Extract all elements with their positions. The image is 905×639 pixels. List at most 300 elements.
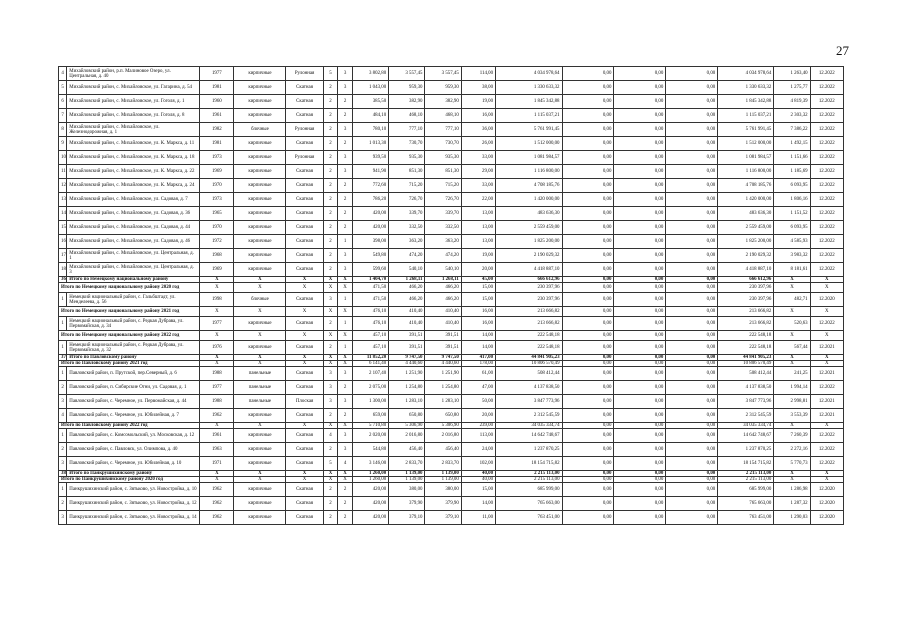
table-cell: кирпичные xyxy=(234,235,286,249)
table-row xyxy=(59,497,844,511)
table-cell: X xyxy=(234,423,286,429)
table-cell: 1977 xyxy=(200,67,234,81)
address-cell: Михайловский район, с. Михайловское, ул. Садовая, д. 44 xyxy=(67,221,200,235)
table-cell: 0,00 xyxy=(666,283,718,293)
table-cell: 12.2022 xyxy=(810,137,843,151)
table-cell: 15,00 xyxy=(461,283,495,293)
table-cell: 4 440,60 xyxy=(389,361,425,367)
table-cell: 685 999,00 xyxy=(496,483,562,497)
table-cell: кирпичные xyxy=(234,207,286,221)
table-cell: 0,00 xyxy=(666,249,718,263)
table-cell: 3 xyxy=(338,249,353,263)
table-cell: кирпичные xyxy=(234,429,286,443)
table-cell: 0,00 xyxy=(562,395,614,409)
table-cell: 0,00 xyxy=(614,471,666,477)
table-cell: Скатная xyxy=(286,221,323,235)
table-cell: 33,00 xyxy=(461,151,495,165)
table-cell: кирпичные xyxy=(234,497,286,511)
table-cell: 0,00 xyxy=(614,429,666,443)
table-cell: X xyxy=(286,331,323,341)
table-cell: 1 420 000,00 xyxy=(496,193,562,207)
table-cell: 0,00 xyxy=(562,109,614,123)
table-cell: 1 116 800,00 xyxy=(496,165,562,179)
table-cell: Скатная xyxy=(286,137,323,151)
table-cell: X xyxy=(338,277,353,283)
table-cell: 2 xyxy=(59,381,67,395)
address-cell: Михайловский район, с. Михайловское, ул. Железнодорожная, д. 1 xyxy=(67,123,200,137)
table-cell: 1970 xyxy=(200,221,234,235)
table-cell: 12.2022 xyxy=(810,381,843,395)
table-cell: 0,00 xyxy=(562,123,614,137)
table-cell: 0,00 xyxy=(666,137,718,151)
table-cell: 18 154 715,82 xyxy=(496,457,562,471)
table-cell: 0,00 xyxy=(666,207,718,221)
table-cell: 15,00 xyxy=(461,483,495,497)
table-cell: 3 xyxy=(338,263,353,277)
table-cell: 0,00 xyxy=(562,207,614,221)
address-cell: Итого по Панкрушихинскому району 2020 год xyxy=(59,477,200,483)
table-cell: 2 xyxy=(59,497,67,511)
address-cell: Итого по Павловскому району 2022 год xyxy=(59,423,200,429)
table-cell: X xyxy=(774,477,810,483)
table-cell: 1 845 342,88 xyxy=(718,95,774,109)
table-cell: Скатная xyxy=(286,235,323,249)
table-cell: 715,20 xyxy=(425,179,461,193)
table-cell: 457,10 xyxy=(352,341,388,355)
table-cell: X xyxy=(810,355,843,361)
table-cell: 1 251,90 xyxy=(389,367,425,381)
table-cell: 6 093,95 xyxy=(774,221,810,235)
table-cell: 3 xyxy=(338,151,353,165)
table-cell: 0,00 xyxy=(562,471,614,477)
table-cell: 1 115 037,21 xyxy=(718,109,774,123)
table-cell: 1 xyxy=(338,317,353,331)
table-cell: 2 833,70 xyxy=(389,457,425,471)
table-cell: 1962 xyxy=(200,511,234,525)
table-cell: 659,00 xyxy=(352,409,388,423)
table-cell: 1 512 000,00 xyxy=(496,137,562,151)
table-cell: 1 xyxy=(338,341,353,355)
table-cell: 5 761 991,45 xyxy=(718,123,774,137)
table-cell: 1976 xyxy=(200,341,234,355)
table-cell: X xyxy=(286,283,323,293)
table-cell: 2 020,00 xyxy=(352,429,388,443)
table-cell: 1 286,98 xyxy=(774,483,810,497)
table-cell: 382,90 xyxy=(425,95,461,109)
table-cell: 0,00 xyxy=(562,221,614,235)
table-cell: 1 300,00 xyxy=(352,395,388,409)
table-cell: 2 215 113,00 xyxy=(496,477,562,483)
address-cell: Павловский район, с. Черемное, ул. Юбилейная, д. 7 xyxy=(67,409,200,423)
address-cell: Михайловский район, с. Михайловское, ул. К. Маркса, д. 11 xyxy=(67,137,200,151)
address-cell: Павловский район, п. Прутской, пер.Северный, д. 6 xyxy=(67,367,200,381)
table-cell: X xyxy=(774,361,810,367)
table-cell: 1969 xyxy=(200,263,234,277)
table-cell: 3 xyxy=(338,367,353,381)
table-cell: 2 xyxy=(323,207,338,221)
table-cell: 14 642 748,67 xyxy=(718,429,774,443)
table-cell: 0,00 xyxy=(666,277,718,283)
table-cell: 2 215 113,00 xyxy=(718,477,774,483)
table-cell: 0,00 xyxy=(666,307,718,317)
table-cell: 2 303,32 xyxy=(774,109,810,123)
table-cell: Скатная xyxy=(286,381,323,395)
table-cell: 2 312 545,59 xyxy=(718,409,774,423)
table-cell: 0,00 xyxy=(614,511,666,525)
table-cell: 379,10 xyxy=(425,511,461,525)
address-cell: Немецкий национальный район, с. Редкая Дубрава, ул. Первомайская, д. 34 xyxy=(67,317,200,331)
table-cell: 772,60 xyxy=(352,179,388,193)
table-cell: 0,00 xyxy=(614,341,666,355)
table-cell: 20,00 xyxy=(461,263,495,277)
table-row xyxy=(59,293,844,307)
table-row xyxy=(59,367,844,381)
table-cell: 0,00 xyxy=(666,477,718,483)
table-cell: 11 xyxy=(59,165,67,179)
table-cell: 29,00 xyxy=(461,165,495,179)
table-cell: 4 440,60 xyxy=(425,361,461,367)
table-cell: 38,00 xyxy=(461,81,495,95)
table-cell: кирпичные xyxy=(234,179,286,193)
table-cell: 2 xyxy=(323,263,338,277)
table-cell: 410,40 xyxy=(425,317,461,331)
table-cell: 26,00 xyxy=(461,137,495,151)
table-cell: 0,00 xyxy=(666,361,718,367)
address-cell: Павловский район, п. Сибирские Огни, ул. Садовая, д. 1 xyxy=(67,381,200,395)
table-cell: 17 xyxy=(59,249,67,263)
table-cell: 241,25 xyxy=(774,367,810,381)
table-cell: 0,00 xyxy=(614,283,666,293)
table-cell: 2 xyxy=(338,193,353,207)
table-cell: 2 559 459,00 xyxy=(718,221,774,235)
table-cell: 1 420 000,00 xyxy=(718,193,774,207)
table-row xyxy=(59,95,844,109)
table-cell: 0,00 xyxy=(666,221,718,235)
table-cell: 939,50 xyxy=(352,151,388,165)
table-cell: 44 841 905,23 xyxy=(496,355,562,361)
table-cell: 468,10 xyxy=(389,109,425,123)
table-cell: 941,90 xyxy=(352,165,388,179)
table-cell: 474,20 xyxy=(425,249,461,263)
table-cell: 239,00 xyxy=(461,423,495,429)
table-cell: 40,00 xyxy=(461,477,495,483)
table-cell: 332,50 xyxy=(425,221,461,235)
table-cell: 726,70 xyxy=(425,193,461,207)
table-cell: 1982 xyxy=(200,123,234,137)
table-cell: 0,00 xyxy=(562,95,614,109)
table-row xyxy=(59,137,844,151)
table-cell: 3 xyxy=(338,123,353,137)
table-cell: 417,00 xyxy=(461,355,495,361)
table-cell: 12.2020 xyxy=(810,497,843,511)
address-cell: Итого по Немецкому национальному району 2021 год xyxy=(59,307,200,317)
table-cell: 1963 xyxy=(200,443,234,457)
table-cell: 0,00 xyxy=(562,235,614,249)
table-cell: 777,10 xyxy=(389,123,425,137)
table-cell: 508 412,44 xyxy=(496,367,562,381)
table-row xyxy=(59,317,844,331)
address-cell: Михайловский район, с. Михайловское, ул. Центральная, д. 3 xyxy=(67,263,200,277)
table-cell: 0,00 xyxy=(614,331,666,341)
table-cell: X xyxy=(338,307,353,317)
table-cell: 2 016,80 xyxy=(389,429,425,443)
table-row xyxy=(59,341,844,355)
table-cell: 2 xyxy=(323,317,338,331)
table-cell: 466,20 xyxy=(425,293,461,307)
table-cell: кирпичные xyxy=(234,151,286,165)
table-cell: 1969 xyxy=(200,165,234,179)
table-cell: 4 585,93 xyxy=(774,235,810,249)
table-cell: X xyxy=(810,477,843,483)
table-cell: 0,00 xyxy=(666,109,718,123)
table-cell: панельные xyxy=(234,381,286,395)
table-cell: 8 181,61 xyxy=(774,263,810,277)
table-cell: 2 xyxy=(323,137,338,151)
table-cell: X xyxy=(200,423,234,429)
table-cell: 3 xyxy=(59,511,67,525)
table-cell: 19,00 xyxy=(461,95,495,109)
table-cell: X xyxy=(810,307,843,317)
table-cell: 2 xyxy=(323,165,338,179)
table-cell: 3 557,45 xyxy=(425,67,461,81)
table-cell: 1 139,00 xyxy=(425,477,461,483)
table-cell: Скатная xyxy=(286,179,323,193)
table-cell: 12.2022 xyxy=(810,109,843,123)
table-cell: 3 xyxy=(59,395,67,409)
address-cell: Итого по Панкрушихинскому району xyxy=(67,471,200,477)
table-cell: 1 151,66 xyxy=(774,151,810,165)
address-cell: Немецкий национальный район, с. Редкая Дубрава, ул. Первомайская, д. 32 xyxy=(67,341,200,355)
table-cell: 1968 xyxy=(200,249,234,263)
table-cell: X xyxy=(323,331,338,341)
table-cell: 3 553,39 xyxy=(774,409,810,423)
table-cell: 666 612,96 xyxy=(496,277,562,283)
table-cell: 44 841 905,23 xyxy=(718,355,774,361)
table-cell: 0,00 xyxy=(614,483,666,497)
table-cell: кирпичные xyxy=(234,249,286,263)
table-cell: X xyxy=(286,277,323,283)
table-cell: X xyxy=(810,361,843,367)
table-cell: 483 636,30 xyxy=(718,207,774,221)
table-cell: 0,00 xyxy=(614,179,666,193)
table-cell: 482,71 xyxy=(774,293,810,307)
table-cell: 0,00 xyxy=(562,381,614,395)
table-row xyxy=(59,409,844,423)
table-cell: 0,00 xyxy=(614,423,666,429)
table-cell: 12.2022 xyxy=(810,221,843,235)
table-cell: Скатная xyxy=(286,165,323,179)
table-cell: 5 xyxy=(323,457,338,471)
table-cell: 0,00 xyxy=(666,355,718,361)
table-cell: 3 xyxy=(59,457,67,471)
table-cell: 1 825 200,00 xyxy=(496,235,562,249)
table-cell: 0,00 xyxy=(614,221,666,235)
table-cell: 777,10 xyxy=(425,123,461,137)
table-cell: Рулонная xyxy=(286,67,323,81)
table-cell: 0,00 xyxy=(614,443,666,457)
table-cell: 0,00 xyxy=(666,483,718,497)
table-cell: 2 190 029,32 xyxy=(496,249,562,263)
table-cell: 420,00 xyxy=(352,483,388,497)
table-row xyxy=(59,429,844,443)
table-cell: 1962 xyxy=(200,497,234,511)
table-cell: 420,00 xyxy=(352,221,388,235)
table-cell: 8 xyxy=(59,123,67,137)
table-cell: 599,60 xyxy=(352,263,388,277)
address-cell: Михайловский район, с. Михайловское, ул. Гоголя, д. 1 xyxy=(67,95,200,109)
table-cell: 0,00 xyxy=(614,361,666,367)
table-cell: 12.2022 xyxy=(810,165,843,179)
table-cell: 14 xyxy=(59,207,67,221)
table-cell: кирпичные xyxy=(234,165,286,179)
table-cell: 456,40 xyxy=(425,443,461,457)
table-cell: 1 013,30 xyxy=(352,137,388,151)
table-cell: 0,00 xyxy=(666,443,718,457)
table-cell: 11,00 xyxy=(461,511,495,525)
table-row xyxy=(59,395,844,409)
table-cell: 34 035 334,74 xyxy=(496,423,562,429)
table-cell: 1 xyxy=(59,483,67,497)
address-cell: Михайловский район, с. Михайловское, ул. Гагарина, д. 54 xyxy=(67,81,200,95)
table-row xyxy=(59,381,844,395)
table-cell: 0,00 xyxy=(666,165,718,179)
table-cell: 780,10 xyxy=(352,123,388,137)
table-cell: 474,20 xyxy=(389,249,425,263)
table-cell: 391,51 xyxy=(425,341,461,355)
table-cell: 420,00 xyxy=(352,207,388,221)
total-row xyxy=(59,307,844,317)
table-cell: X xyxy=(286,355,323,361)
table-cell: X xyxy=(234,307,286,317)
table-cell: 0,00 xyxy=(614,67,666,81)
address-cell: Панкрушихинский район, с. Зятьково, ул. Новостройка, д. 10 xyxy=(67,483,200,497)
table-cell: 1 254,80 xyxy=(425,381,461,395)
table-cell: 10 806 570,49 xyxy=(496,361,562,367)
table-cell: 0,00 xyxy=(666,511,718,525)
table-cell: X xyxy=(338,283,353,293)
table-cell: 0,00 xyxy=(666,341,718,355)
table-cell: 0,00 xyxy=(666,81,718,95)
table-cell: блочные xyxy=(234,123,286,137)
table-cell: 2 xyxy=(323,483,338,497)
table-cell: 650,80 xyxy=(389,409,425,423)
table-cell: кирпичные xyxy=(234,67,286,81)
table-cell: 5 710,80 xyxy=(352,423,388,429)
table-cell: 1973 xyxy=(200,193,234,207)
table-cell: 1 139,00 xyxy=(389,471,425,477)
table-cell: 410,40 xyxy=(389,307,425,317)
table-cell: Скатная xyxy=(286,443,323,457)
table-cell: 0,00 xyxy=(562,151,614,165)
table-cell: кирпичные xyxy=(234,109,286,123)
table-cell: 1981 xyxy=(200,81,234,95)
table-cell: 0,00 xyxy=(666,193,718,207)
table-cell: кирпичные xyxy=(234,443,286,457)
table-cell: 1961 xyxy=(200,109,234,123)
table-cell: 382,90 xyxy=(389,95,425,109)
table-cell: 726,70 xyxy=(389,193,425,207)
table-row xyxy=(59,67,844,81)
table-cell: 0,00 xyxy=(562,277,614,283)
table-cell: 0,00 xyxy=(666,457,718,471)
table-cell: 1988 xyxy=(200,367,234,381)
table-cell: 935,30 xyxy=(425,151,461,165)
table-cell: 12.2022 xyxy=(810,317,843,331)
table-cell: 0,00 xyxy=(666,423,718,429)
table-cell: Скатная xyxy=(286,95,323,109)
table-cell: 4 xyxy=(59,67,67,81)
table-cell: 4 034 978,64 xyxy=(496,67,562,81)
table-cell: 12 xyxy=(59,179,67,193)
table-cell: 6 xyxy=(59,95,67,109)
table-cell: X xyxy=(323,477,338,483)
table-cell: кирпичные xyxy=(234,409,286,423)
table-cell: 666 612,96 xyxy=(718,277,774,283)
table-cell: 213 666,82 xyxy=(718,307,774,317)
table-cell: 2 xyxy=(338,483,353,497)
table-cell: 0,00 xyxy=(562,193,614,207)
table-cell: X xyxy=(286,307,323,317)
table-cell: Рулонная xyxy=(286,123,323,137)
table-cell: 379,90 xyxy=(389,497,425,511)
table-row xyxy=(59,221,844,235)
table-cell: 2 xyxy=(323,409,338,423)
table-cell: 33,00 xyxy=(461,179,495,193)
table-cell: 730,70 xyxy=(425,137,461,151)
table-cell: 0,00 xyxy=(614,409,666,423)
table-cell: 715,20 xyxy=(389,179,425,193)
table-cell: 763 451,00 xyxy=(718,511,774,525)
table-cell: 14,00 xyxy=(461,331,495,341)
table-cell: 1 330 633,32 xyxy=(496,81,562,95)
table-cell: 1 845 342,88 xyxy=(496,95,562,109)
table-cell: 1 512 000,00 xyxy=(718,137,774,151)
table-cell: 1 081 984,57 xyxy=(718,151,774,165)
table-cell: 0,00 xyxy=(562,355,614,361)
table-cell: 12.2022 xyxy=(810,443,843,457)
address-cell: Панкрушихинский район, с. Зятьково, ул. Новостройка, д. 14 xyxy=(67,511,200,525)
table-cell: 16 xyxy=(59,235,67,249)
table-cell: Скатная xyxy=(286,341,323,355)
table-cell: 0,00 xyxy=(562,361,614,367)
table-cell: 2 xyxy=(338,409,353,423)
table-cell: Рулонная xyxy=(286,151,323,165)
table-cell: 4 708 185,76 xyxy=(496,179,562,193)
table-cell: Скатная xyxy=(286,293,323,307)
table-cell: X xyxy=(286,423,323,429)
table-cell: 2 075,00 xyxy=(352,381,388,395)
table-cell: 0,00 xyxy=(562,293,614,307)
table-cell: X xyxy=(338,331,353,341)
table-cell: 0,00 xyxy=(614,123,666,137)
table-cell: X xyxy=(286,361,323,367)
table-cell: 4 418 887,10 xyxy=(718,263,774,277)
table-cell: 476,10 xyxy=(352,307,388,317)
table-cell: 1 260,00 xyxy=(352,471,388,477)
address-cell: Павловский район, с. Черемное, ул. Юбилейная, д. 10 xyxy=(67,457,200,471)
table-cell: 213 666,82 xyxy=(496,317,562,331)
table-cell: 0,00 xyxy=(614,355,666,361)
table-cell: 13,00 xyxy=(461,207,495,221)
table-cell: Скатная xyxy=(286,367,323,381)
table-cell: 12.2022 xyxy=(810,193,843,207)
table-cell: 222 548,18 xyxy=(496,341,562,355)
table-cell: 0,00 xyxy=(562,341,614,355)
table-cell: 18 154 715,82 xyxy=(718,457,774,471)
table-cell: кирпичные xyxy=(234,483,286,497)
table-cell: X xyxy=(774,471,810,477)
table-cell: X xyxy=(323,355,338,361)
